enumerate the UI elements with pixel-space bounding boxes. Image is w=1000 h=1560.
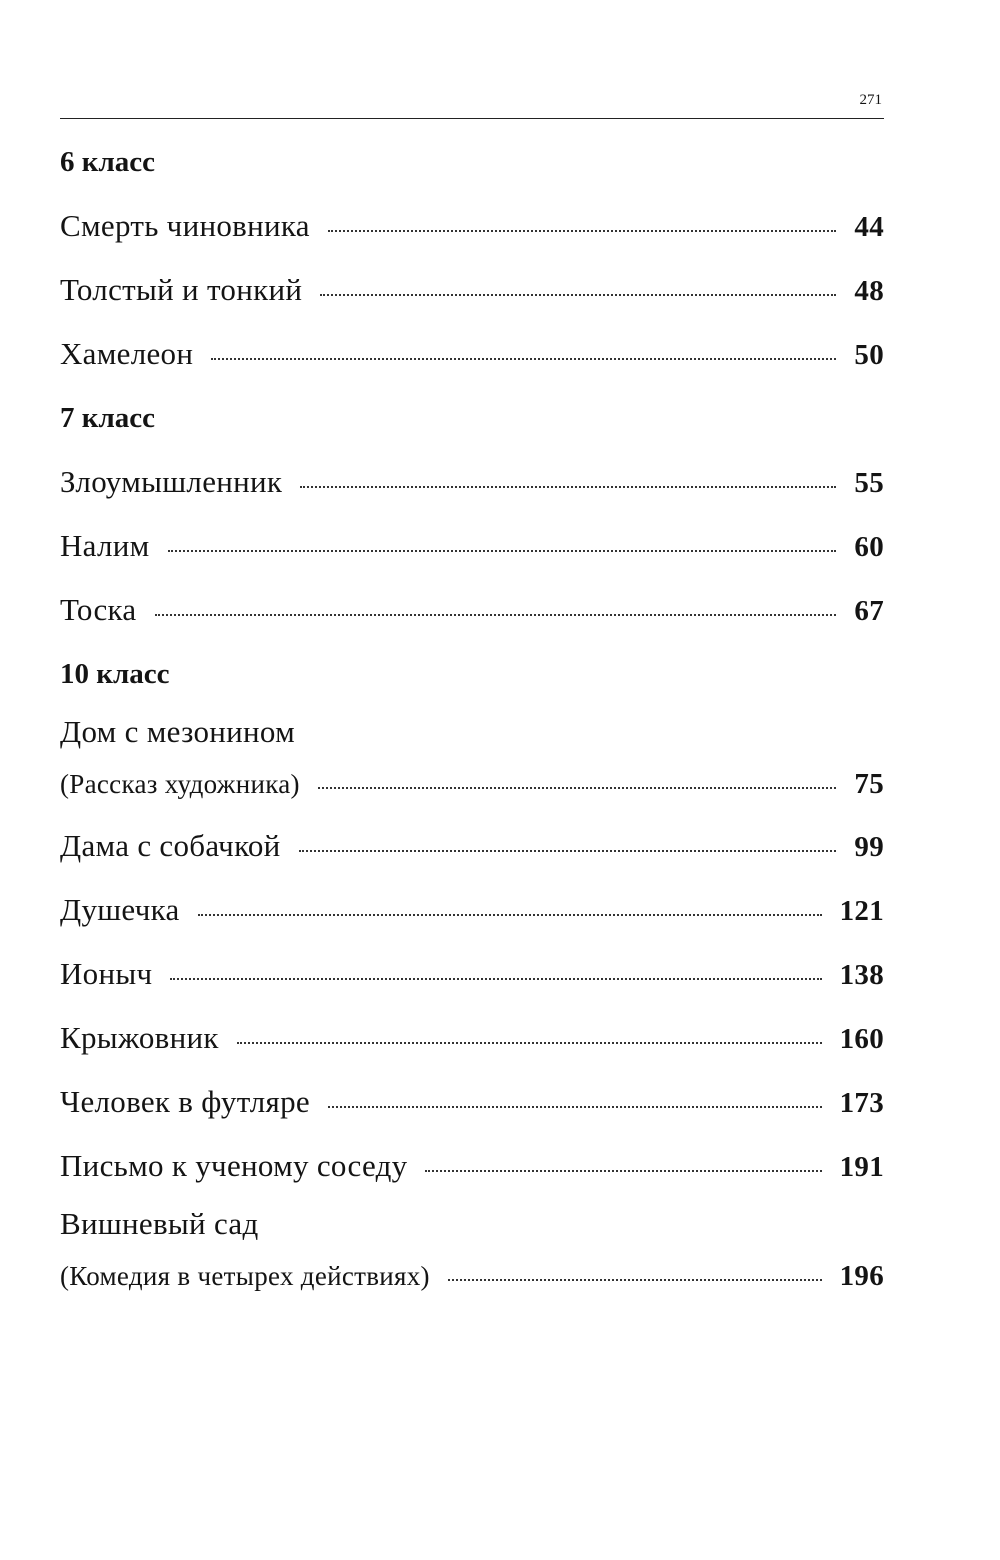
dot-leader — [328, 1106, 822, 1108]
entry-title: Вишневый сад — [60, 1206, 259, 1241]
entry-title: Тоска — [60, 592, 137, 627]
dot-leader — [425, 1170, 821, 1172]
dot-leader — [318, 787, 837, 789]
dot-leader — [198, 914, 822, 916]
page-number: 271 — [859, 92, 882, 108]
entry-page: 160 — [839, 1023, 884, 1055]
dot-leader — [168, 550, 837, 552]
dot-leader — [300, 486, 836, 488]
section-heading-10: 10 класс — [60, 658, 170, 690]
dot-leader — [299, 850, 837, 852]
dot-leader — [170, 978, 821, 980]
entry-page: 67 — [854, 595, 884, 627]
toc-entry[interactable] — [60, 258, 884, 322]
entry-title: Крыжовник — [60, 1020, 219, 1055]
entry-page: 99 — [854, 831, 884, 863]
toc-entry[interactable] — [60, 878, 884, 942]
entry-subtitle: (Комедия в четырех действиях) — [60, 1261, 430, 1291]
dot-leader — [320, 294, 836, 296]
header-rule — [60, 118, 884, 119]
entry-title: Душечка — [60, 892, 180, 927]
dot-leader — [155, 614, 837, 616]
entry-page: 55 — [854, 467, 884, 499]
section-heading-7: 7 класс — [60, 402, 155, 434]
entry-title: Смерть чиновника — [60, 208, 310, 243]
entry-title: Хамелеон — [60, 336, 194, 371]
toc-entry[interactable] — [60, 578, 884, 642]
toc-entry[interactable] — [60, 322, 884, 386]
entry-title: Дама с собачкой — [60, 828, 281, 863]
toc-entry[interactable] — [60, 942, 884, 1006]
dot-leader — [237, 1042, 822, 1044]
entry-page: 44 — [854, 211, 884, 243]
entry-page: 191 — [839, 1151, 884, 1183]
entry-title: Ионыч — [60, 956, 153, 991]
toc-entry[interactable] — [60, 1070, 884, 1134]
entry-page: 196 — [839, 1260, 884, 1292]
section-heading-6: 6 класс — [60, 146, 155, 178]
entry-page: 121 — [839, 895, 884, 927]
dot-leader — [328, 230, 837, 232]
toc-entry[interactable] — [60, 194, 884, 258]
dot-leader — [211, 358, 836, 360]
entry-subtitle: (Рассказ художника) — [60, 769, 300, 799]
entry-page: 173 — [839, 1087, 884, 1119]
entry-title: Налим — [60, 528, 150, 563]
entry-title: Толстый и тонкий — [60, 272, 303, 307]
toc-entry[interactable] — [60, 1134, 884, 1198]
entry-page: 48 — [854, 275, 884, 307]
entry-page: 50 — [854, 339, 884, 371]
toc-entry[interactable] — [60, 450, 884, 514]
entry-title: Человек в футляре — [60, 1084, 310, 1119]
entry-page: 75 — [854, 768, 884, 800]
entry-page: 138 — [839, 959, 884, 991]
toc-entry[interactable] — [60, 814, 884, 878]
table-of-contents — [60, 130, 884, 1306]
toc-entry[interactable] — [60, 710, 884, 814]
entry-title: Письмо к ученому соседу — [60, 1148, 408, 1183]
toc-entry[interactable] — [60, 514, 884, 578]
dot-leader — [448, 1279, 822, 1281]
entry-page: 60 — [854, 531, 884, 563]
entry-title: Дом с мезонином — [60, 714, 296, 749]
entry-title: Злоумышленник — [60, 464, 283, 499]
toc-entry[interactable] — [60, 1006, 884, 1070]
toc-entry[interactable] — [60, 1202, 884, 1306]
